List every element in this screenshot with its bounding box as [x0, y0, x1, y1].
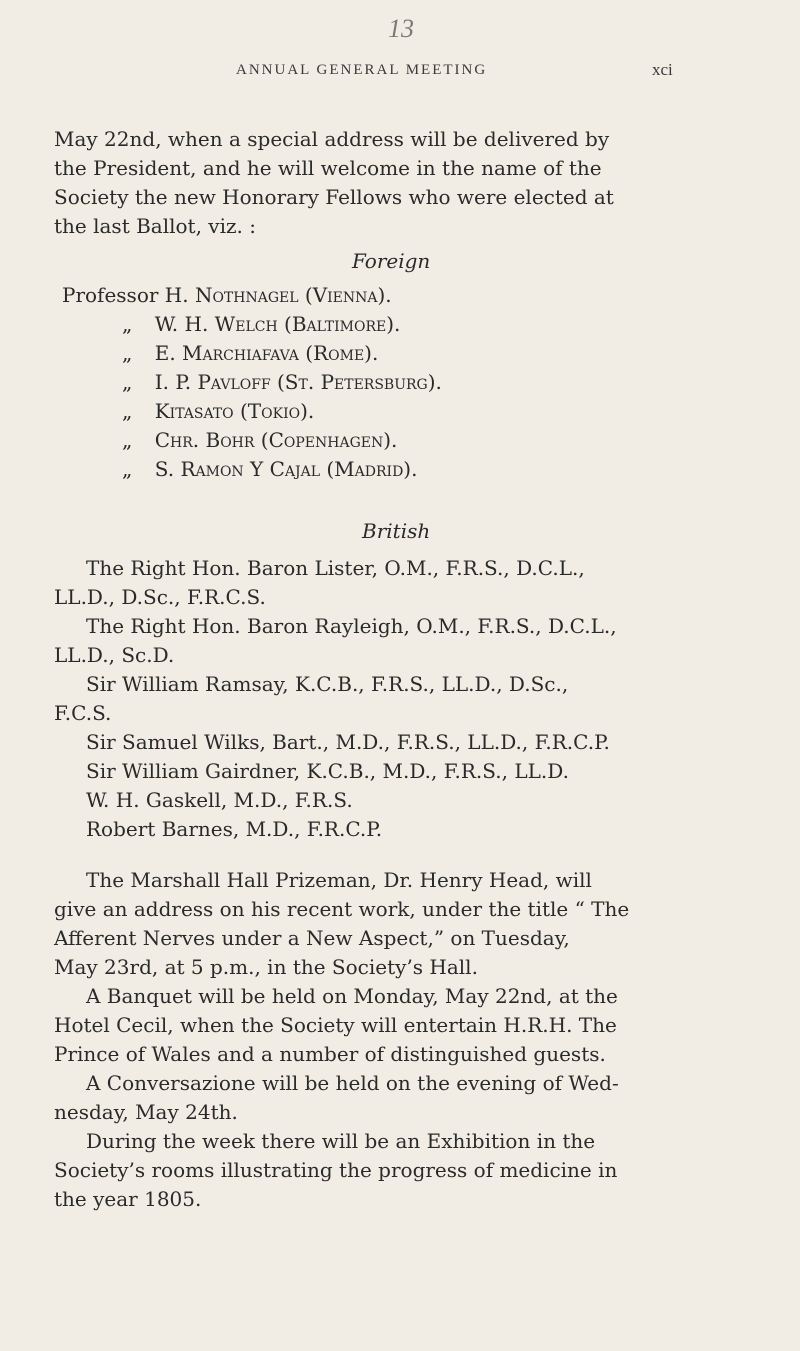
foreign-fellow-row: [122, 312, 400, 336]
closing-line: nesday, May 24th.: [54, 1100, 238, 1124]
british-heading: British: [362, 519, 431, 543]
page-number: xci: [652, 60, 673, 79]
british-fellow-line: F.C.S.: [54, 701, 112, 725]
ditto-mark: „: [122, 370, 133, 394]
closing-line: the year 1805.: [54, 1187, 202, 1211]
running-head: [236, 60, 673, 79]
british-fellow-line: Robert Barnes, M.D., F.R.C.P.: [86, 817, 383, 841]
title-prefix: Professor: [62, 283, 159, 307]
ditto-mark: „: [122, 399, 133, 423]
closing-line: Society’s rooms illustrating the progress of medicine in: [54, 1158, 618, 1182]
british-fellow-line: LL.D., Sc.D.: [54, 643, 175, 667]
british-fellow-line: LL.D., D.Sc., F.R.C.S.: [54, 585, 266, 609]
british-fellow-line: W. H. Gaskell, M.D., F.R.S.: [86, 788, 353, 812]
intro-line: the last Ballot, viz. :: [54, 214, 256, 238]
foreign-fellow-row: [122, 399, 314, 423]
foreign-fellow-row: [122, 370, 442, 394]
british-fellow-line: Sir Samuel Wilks, Bart., M.D., F.R.S., LL.D., F.R.C.P.: [86, 730, 610, 754]
foreign-heading: Foreign: [352, 249, 431, 273]
foreign-fellow-row: [122, 457, 417, 481]
ditto-mark: „: [122, 341, 133, 365]
closing-line: During the week there will be an Exhibition in the: [86, 1129, 596, 1153]
british-fellow-line: The Right Hon. Baron Rayleigh, O.M., F.R.S., D.C.L.,: [86, 614, 617, 638]
closing-line: Afferent Nerves under a New Aspect,” on Tuesday,: [54, 926, 570, 950]
foreign-fellow-row: [122, 341, 378, 365]
closing-line: The Marshall Hall Prizeman, Dr. Henry Head, will: [86, 868, 592, 892]
foreign-fellow-row: [62, 283, 392, 307]
fellow-name: Chr. Bohr (Copenhagen).: [154, 428, 398, 452]
ditto-mark: „: [122, 428, 133, 452]
intro-line: May 22nd, when a special address will be delivered by: [54, 127, 610, 151]
fellow-name: H. Nothnagel (Vienna).: [164, 283, 392, 307]
fellow-name: I. P. Pavloff (St. Petersburg).: [154, 370, 442, 394]
british-fellow-line: The Right Hon. Baron Lister, O.M., F.R.S., D.C.L.,: [86, 556, 585, 580]
fellow-name: E. Marchiafava (Rome).: [154, 341, 379, 365]
british-fellow-line: Sir William Gairdner, K.C.B., M.D., F.R.S., LL.D.: [86, 759, 569, 783]
british-fellow-line: Sir William Ramsay, K.C.B., F.R.S., LL.D., D.Sc.,: [86, 672, 569, 696]
fellow-name: Kitasato (Tokio).: [154, 399, 315, 423]
closing-line: A Conversazione will be held on the evening of Wed-: [86, 1071, 619, 1095]
running-title: ANNUAL GENERAL MEETING: [236, 62, 488, 78]
closing-line: Prince of Wales and a number of distinguished guests.: [54, 1042, 606, 1066]
intro-line: the President, and he will welcome in the name of the: [54, 156, 602, 180]
fellow-name: S. Ramon Y Cajal (Madrid).: [154, 457, 418, 481]
fellow-name: W. H. Welch (Baltimore).: [154, 312, 401, 336]
foreign-fellow-row: [122, 428, 397, 452]
ditto-mark: „: [122, 457, 133, 481]
intro-line: Society the new Honorary Fellows who were elected at: [54, 185, 614, 209]
closing-line: May 23rd, at 5 p.m., in the Society’s Hall.: [54, 955, 478, 979]
ditto-mark: „: [122, 312, 133, 336]
closing-line: give an address on his recent work, under the title “ The: [54, 897, 630, 921]
closing-line: A Banquet will be held on Monday, May 22nd, at the: [86, 984, 618, 1008]
folio-mark: 13: [388, 14, 414, 43]
closing-line: Hotel Cecil, when the Society will entertain H.R.H. The: [54, 1013, 617, 1037]
